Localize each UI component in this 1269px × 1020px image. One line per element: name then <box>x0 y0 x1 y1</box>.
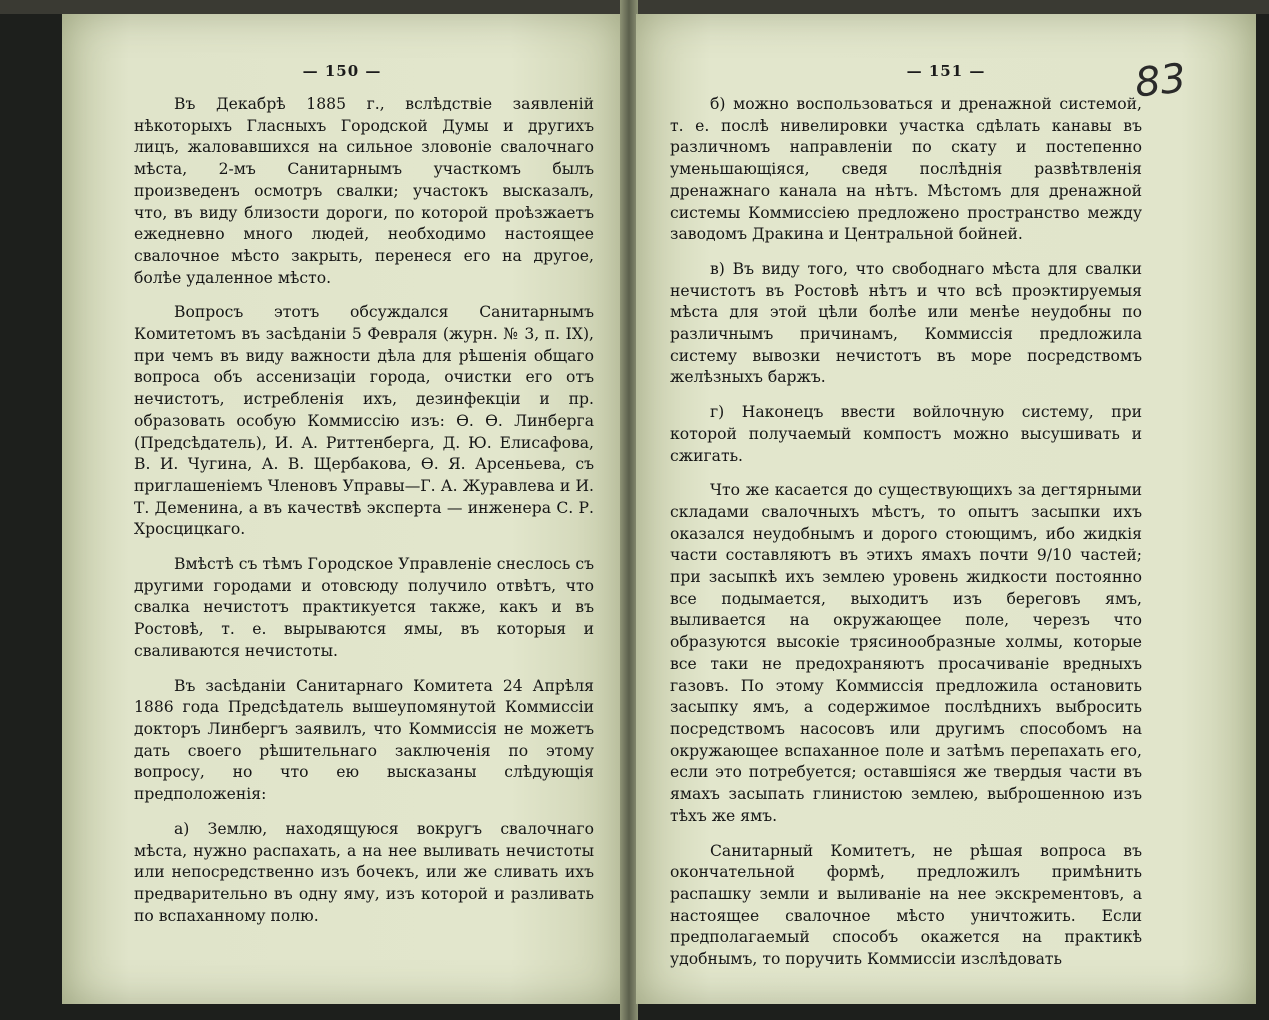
handwritten-folio-number: 83 <box>1132 55 1189 107</box>
left-paragraph: Вмѣстѣ съ тѣмъ Городское Управленіе снеслось съ другими городами и отовсюду получило отвѣтъ, что свалка нечистотъ практикуется также, какъ и въ Ростовѣ, т. е. вырываются ямы, въ которыя и сваливаются нечистоты. <box>134 555 594 660</box>
right-paragraph: в) Въ виду того, что свободнаго мѣста для свалки нечистотъ въ Ростовѣ нѣтъ и что всѣ проэктируемыя мѣста для этой цѣли болѣе или менѣе неудобны по различнымъ причинамъ, Коммиссія предложила систему вывозки нечистотъ въ море посредствомъ желѣзныхъ баржъ. <box>670 259 1142 387</box>
left-paragraph: Въ Декабрѣ 1885 г., вслѣдствіе заявленій нѣкоторыхъ Гласныхъ Городской Думы и другихъ лицъ, жаловавшихся на сильное зловоніе свалочнаго мѣста, 2-мъ Санитарнымъ участкомъ былъ произведенъ осмотръ свалки; участокъ высказалъ, что, въ виду близости дороги, по которой проѣзжаетъ ежедневно много людей, необходимо настоящее свалочное мѣсто закрыть, перенеся его на другое, болѣе удаленное мѣсто. <box>134 95 594 287</box>
right-paragraph: Санитарный Комитетъ, не рѣшая вопроса въ окончательной формѣ, предложилъ примѣнить распашку земли и выливаніе на нее экскрементовъ, а настоящее свалочное мѣсто уничтожить. Если предполагаемый способъ окажется на практикѣ удобнымъ, то поручить Коммиссіи изслѣдовать <box>670 841 1142 969</box>
left-paragraph: Въ засѣданіи Санитарнаго Комитета 24 Апрѣля 1886 года Предсѣдатель вышеупомянутой Коммиссіи докторъ Линбергъ заявилъ, что Коммиссія не можетъ дать своего рѣшительнаго заключенія по этому вопросу, но что ею высказаны слѣдующія предположенія: <box>134 676 594 804</box>
right-paragraph: г) Наконецъ ввести войлочную систему, при которой получаемый компостъ можно высушивать и сжигать. <box>670 403 1142 465</box>
left-page <box>62 14 622 1004</box>
right-paragraph: б) можно воспользоваться и дренажной системой, т. е. послѣ нивелировки участка сдѣлать канавы въ различномъ направленіи по скату и постепенно уменьшающіяся, сведя послѣднія развѣтвленія дренажнаго канала на нѣтъ. Мѣстомъ для дренажной системы Коммиссіею предложено пространство между заводомъ Дракина и Центральной бойней. <box>670 95 1142 244</box>
left-page-number: — 150 — <box>302 62 382 80</box>
right-page-number: — 151 — <box>906 62 986 80</box>
left-paragraph: а) Землю, находящуюся вокругъ свалочнаго мѣста, нужно распахать, а на нее выливать нечистоты или непосредственно изъ бочекъ, или же сливать ихъ предварительно въ одну яму, изъ которой и разливать по вспаханному полю. <box>134 819 594 925</box>
right-page-text <box>670 94 1142 984</box>
right-paragraph: Что же касается до существующихъ за дегтярными складами свалочныхъ мѣстъ, то опытъ засыпки ихъ оказался неудобнымъ и дорого стоющимъ, ибо жидкія части составляютъ въ этихъ ямахъ почти 9/10 частей; при засыпкѣ ихъ землею уровень жидкости постоянно все подымается, выходитъ изъ береговъ ямъ, выливается на окружающее поле, черезъ что образуются высокіе трясинообразные холмы, которые все таки не предохраняютъ просачиваніе вредныхъ газовъ. По этому Коммиссія предложила остановить засыпку ямъ, а содержимое послѣднихъ выбросить посредствомъ насосовъ или другимъ способомъ на окружающее вспаханное поле и затѣмъ перепахать его, если это потребуется; оставшіяся же твердыя части въ ямахъ засыпать глинистою землею, выброшенною изъ тѣхъ же ямъ. <box>670 481 1142 825</box>
right-page <box>636 14 1256 1004</box>
left-page-text <box>134 94 594 940</box>
left-paragraph: Вопросъ этотъ обсуждался Санитарнымъ Комитетомъ въ засѣданіи 5 Февраля (журн. № 3, п. IX), при чемъ въ виду важности дѣла для рѣшенія общаго вопроса объ ассенизаціи города, очистки его отъ нечистотъ, истребленія ихъ, дезинфекціи и пр. образовать особую Коммиссію изъ: Ѳ. Ѳ. Линберга (Предсѣдатель), И. А. Риттенберга, Д. Ю. Елисафова, В. И. Чугина, А. В. Щербакова, Ѳ. Я. Арсеньева, съ приглашеніемъ Членовъ Управы—Г. А. Журавлева и И. Т. Деменина, а въ качествѣ эксперта — инженера С. Р. Хросцицкаго. <box>134 303 594 539</box>
